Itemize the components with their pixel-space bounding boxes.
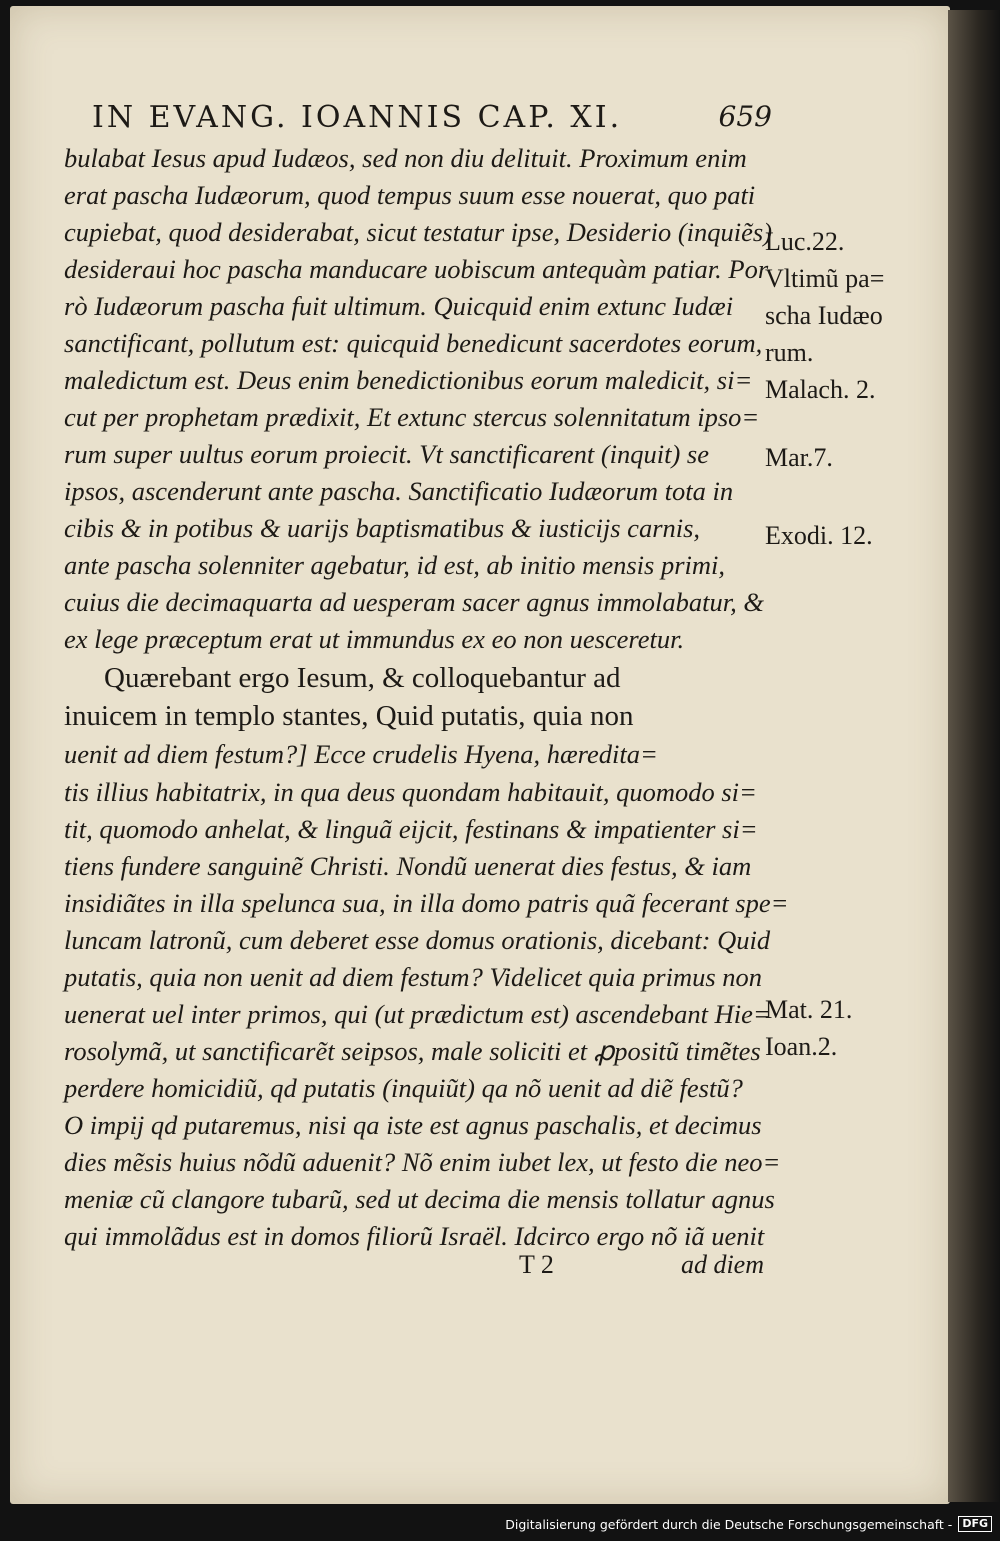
text-line: cibis & in potibus & uarijs baptismatibus & iusticijs carnis, (64, 513, 701, 543)
text-line: tis illius habitatrix, in qua deus quondam habitauit, quomodo si= (64, 777, 757, 807)
text-line: rosolymã, ut sanctificarẽt seipsos, male soliciti et ꝓpositũ timẽtes (64, 1036, 761, 1066)
margin-note: Mat. 21. (765, 995, 853, 1024)
text-line: qui immolãdus est in domos filiorũ Israël. Idcirco ergo nõ iã uenit (64, 1221, 765, 1251)
text-line: putatis, quia non uenit ad diem festum? Videlicet quia primus non (64, 962, 763, 992)
scripture-lemma-line: inuicem in templo stantes, Quid putatis, quia non (64, 700, 634, 732)
page-number: 659 (718, 100, 772, 133)
text-line: dies mẽsis huius nõdũ aduenit? Nõ enim iubet lex, ut festo die neo= (64, 1147, 781, 1177)
dfg-logo: DFG (958, 1516, 992, 1532)
text-line: rum super uultus eorum proiecit. Vt sanctificarent (inquit) se (64, 439, 710, 469)
signature-mark: T 2 (519, 1250, 554, 1279)
margin-note: rum. (765, 338, 814, 367)
margin-note: Luc.22. (765, 227, 845, 256)
text-line: ipsos, ascenderunt ante pascha. Sanctificatio Iudæorum tota in (64, 476, 734, 506)
text-line: cut per prophetam prædixit, Et extunc stercus solennitatum ipso= (64, 402, 760, 432)
text-line: rò Iudæorum pascha fuit ultimum. Quicquid enim extunc Iudæi (64, 291, 734, 321)
catchline (64, 1250, 764, 1290)
running-head (92, 100, 772, 144)
text-line: cuius die decimaquarta ad uesperam sacer agnus immolabatur, & (64, 587, 764, 617)
text-line: erat pascha Iudæorum, quod tempus suum esse nouerat, quo pati (64, 180, 756, 210)
text-line: luncam latronũ, cum deberet esse domus orationis, dicebant: Quid (64, 925, 771, 955)
scripture-lemma-line: Quærebant ergo Iesum, & colloquebantur ad (104, 662, 621, 694)
text-line: ex lege præceptum erat ut immundus ex eo non uesceretur. (64, 624, 685, 654)
text-line: ante pascha solenniter agebatur, id est, ab initio mensis primi, (64, 550, 725, 580)
text-line: maledictum est. Deus enim benedictionibus eorum maledicit, si= (64, 365, 753, 395)
margin-note: scha Iudæo (765, 301, 883, 330)
text-line: bulabat Iesus apud Iudæos, sed non diu delituit. Proximum enim (64, 143, 747, 173)
running-title: IN EVANG. IOANNIS CAP. XI. (92, 100, 623, 135)
text-line: tiens fundere sanguinẽ Christi. Nondũ uenerat dies festus, & iam (64, 851, 752, 881)
text-line: insidiãtes in illa spelunca sua, in illa domo patris quã fecerant spe= (64, 888, 789, 918)
margin-note: Malach. 2. (765, 375, 876, 404)
credit-text: Digitalisierung gefördert durch die Deutsche Forschungsgemeinschaft - (505, 1516, 953, 1532)
margin-note: Exodi. 12. (765, 521, 873, 550)
margin-note: Mar.7. (765, 443, 833, 472)
margin-note: Ioan.2. (765, 1032, 838, 1061)
text-line: sanctificant, pollutum est: quicquid benedicunt sacerdotes eorum, (64, 328, 763, 358)
text-line: meniæ cũ clangore tubarũ, sed ut decima die mensis tollatur agnus (64, 1184, 775, 1214)
text-line: O impij qd putaremus, nisi qa iste est agnus paschalis, et decimus (64, 1110, 762, 1140)
text-line: cupiebat, quod desiderabat, sicut testatur ipse, Desiderio (inquiẽs) (64, 217, 773, 247)
digitization-credit (505, 1513, 992, 1535)
page-edge (948, 10, 1000, 1502)
catchword: ad diem (680, 1250, 764, 1279)
margin-note: Vltimũ pa= (765, 264, 885, 293)
text-line: uenerat uel inter primos, qui (ut prædictum est) ascendebant Hie= (64, 999, 771, 1029)
text-line: perdere homicidiũ, qd putatis (inquiũt) qa nõ uenit ad diẽ festũ? (64, 1073, 743, 1103)
text-line: tit, quomodo anhelat, & linguã eijcit, festinans & impatienter si= (64, 814, 758, 844)
text-line: uenit ad diem festum?] Ecce crudelis Hyena, hæredita= (64, 739, 658, 769)
text-line: desideraui hoc pascha manducare uobiscum antequàm patiar. Por (64, 254, 769, 284)
